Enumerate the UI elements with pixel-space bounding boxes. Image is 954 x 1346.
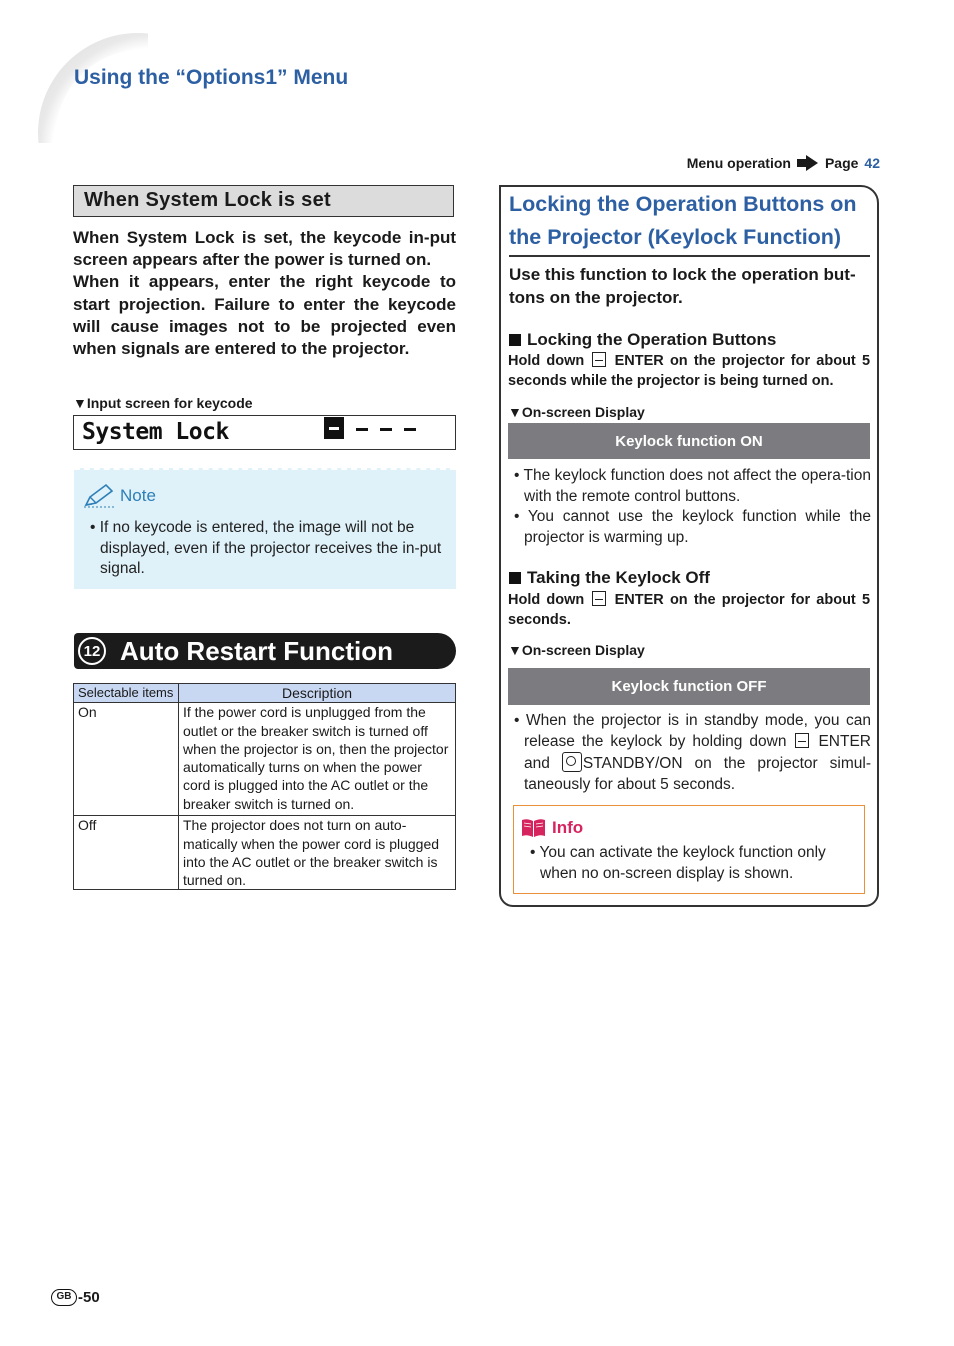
keycode-dash xyxy=(404,428,416,431)
book-icon xyxy=(521,817,546,838)
locking-buttons-heading xyxy=(509,330,776,350)
keylock-off-heading xyxy=(509,568,710,588)
page-number: -50 xyxy=(78,1289,100,1306)
lock-instruction-pre: Hold down xyxy=(508,353,585,369)
title-divider xyxy=(509,255,870,257)
lock-instruction xyxy=(508,351,870,391)
locking-buttons-heading-text: Locking the Operation Buttons xyxy=(527,330,777,349)
section-title: Using the “Options1” Menu xyxy=(74,66,349,89)
system-lock-body xyxy=(73,227,456,360)
page-footer xyxy=(51,1289,100,1306)
note-text: • If no keycode is entered, the image will not be displayed, even if the projector receives the in-put signal. xyxy=(90,519,442,577)
note-header xyxy=(82,483,156,509)
system-lock-heading: When System Lock is set xyxy=(73,185,454,217)
osd-caption: ▼On-screen Display xyxy=(508,404,645,420)
keycode-dash xyxy=(356,428,368,431)
menu-operation-reference xyxy=(687,155,880,171)
off-note-pre: • When the projector is in standby mode, you can release the keylock by holding down xyxy=(514,712,871,750)
lock-instruction-post: ENTER on the projector for about 5 seconds while the projector is being turned on. xyxy=(508,353,871,389)
off-note-mid: ENTER and xyxy=(524,732,871,772)
menu-operation-label: Menu operation xyxy=(686,155,791,171)
table-header-cell: Selectable items xyxy=(74,684,179,703)
off-instruction-post: ENTER on the projector for about 5 seconds. xyxy=(508,592,871,628)
table-cell-item: On xyxy=(74,703,179,816)
page-link[interactable]: 42 xyxy=(864,155,880,171)
info-box xyxy=(513,805,865,894)
auto-restart-heading-bar xyxy=(74,633,456,669)
osd-keylock-off: Keylock function OFF xyxy=(508,668,870,705)
table-header-cell: Description xyxy=(179,684,456,703)
square-bullet-icon xyxy=(509,334,521,346)
list-item: • The keylock function does not affect the opera-tion with the remote control buttons. xyxy=(514,467,871,505)
square-bullet-icon xyxy=(509,572,521,584)
list-item xyxy=(514,711,871,795)
system-lock-paragraph-1: When System Lock is set, the keycode in-put screen appears after the power is turned on. xyxy=(73,228,456,270)
keycode-dash xyxy=(380,428,392,431)
lock-notes-list xyxy=(514,466,871,548)
auto-restart-table xyxy=(73,683,456,890)
list-item: • You cannot use the keylock function while the projector is warming up. xyxy=(514,508,871,546)
table-cell-description: The projector does not turn on auto-matically when the power cord is plugged into the AC outlet or the breaker switch is turned on. xyxy=(179,816,456,890)
off-notes-list xyxy=(514,711,871,795)
keylock-off-heading-text: Taking the Keylock Off xyxy=(527,568,710,587)
note-label: Note xyxy=(120,486,156,505)
arrow-right-icon xyxy=(797,155,819,171)
pencil-icon xyxy=(82,483,116,509)
page-label: Page xyxy=(824,155,859,171)
off-instruction xyxy=(508,590,870,630)
osd-keylock-on: Keylock function ON xyxy=(508,423,870,459)
region-badge: GB xyxy=(51,1289,77,1306)
keylock-title: Locking the Operation Buttons on the Projector (Keylock Function) xyxy=(509,192,857,249)
keycode-cursor-icon xyxy=(324,417,344,439)
table-cell-description: If the power cord is unplugged from the outlet or the breaker switch is turned off when the projector is on, then the projector automatically turns on when the power cord is plugged into the AC outlet or the breaker switch is turned on. xyxy=(179,703,456,816)
power-icon xyxy=(562,752,582,772)
system-lock-paragraph-2: When it appears, enter the right keycode to start projection. Failure to enter the keycode will cause images not to be projected even when signals are entered to the projector. xyxy=(73,272,456,359)
osd-caption: ▼On-screen Display xyxy=(508,642,645,658)
keycode-digits xyxy=(324,417,416,439)
section-number-badge: 12 xyxy=(78,637,106,665)
keycode-screen-label: System Lock xyxy=(82,419,229,445)
table-cell-item: Off xyxy=(74,816,179,890)
note-box xyxy=(74,468,456,589)
enter-key-icon xyxy=(592,352,606,367)
keycode-caption: ▼Input screen for keycode xyxy=(73,395,253,411)
info-header xyxy=(521,817,583,838)
table-row xyxy=(74,816,456,890)
table-row xyxy=(74,703,456,816)
keycode-screen xyxy=(73,415,456,450)
off-instruction-pre: Hold down xyxy=(508,592,585,608)
info-text: • You can activate the keylock function only when no on-screen display is shown. xyxy=(530,844,826,882)
info-label: Info xyxy=(552,817,584,837)
enter-key-icon xyxy=(592,591,606,606)
off-note-post: STANDBY/ON on the projector simul-taneously for about 5 seconds. xyxy=(524,755,872,793)
table-header-row xyxy=(74,684,456,703)
enter-key-icon xyxy=(795,733,809,748)
keylock-intro: Use this function to lock the operation but-tons on the projector. xyxy=(509,265,856,307)
auto-restart-title: Auto Restart Function xyxy=(120,635,393,666)
